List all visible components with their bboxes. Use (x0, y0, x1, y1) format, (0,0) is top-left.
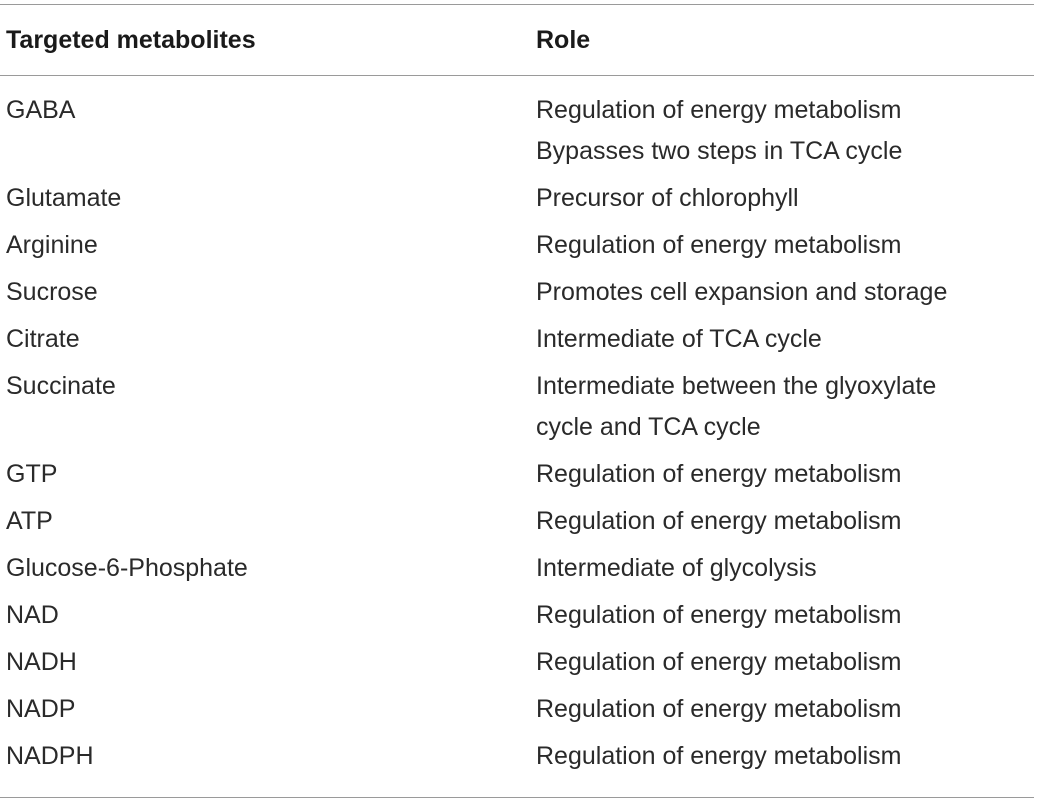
table-row (0, 736, 1034, 777)
bottom-rule (0, 797, 1034, 798)
role-line: Regulation of energy metabolism (536, 695, 902, 723)
metabolite-table (0, 4, 1034, 798)
cell-metabolite: Glutamate (6, 184, 122, 212)
cell-metabolite: NAD (6, 601, 59, 629)
role-line: Bypasses two steps in TCA cycle (536, 137, 903, 165)
role-line: Precursor of chlorophyll (536, 184, 799, 212)
role-line: Regulation of energy metabolism (536, 507, 902, 535)
cell-metabolite: Sucrose (6, 278, 98, 306)
table-header-row (0, 5, 1034, 75)
cell-role (530, 595, 1034, 636)
cell-metabolite: GABA (6, 96, 76, 124)
table-row (0, 642, 1034, 683)
role-line: Regulation of energy metabolism (536, 231, 902, 259)
cell-role (530, 501, 1034, 542)
cell-role (530, 225, 1034, 266)
cell-role (530, 90, 1034, 172)
table-row (0, 454, 1034, 495)
cell-metabolite: NADPH (6, 742, 94, 770)
cell-metabolite: Citrate (6, 325, 80, 353)
role-line: Regulation of energy metabolism (536, 648, 902, 676)
table-row (0, 689, 1034, 730)
role-line: Intermediate of TCA cycle (536, 325, 822, 353)
cell-role (530, 319, 1034, 360)
header-metabolite: Targeted metabolites (6, 25, 256, 54)
cell-metabolite: Arginine (6, 231, 98, 259)
table-row (0, 225, 1034, 266)
cell-role (530, 366, 1034, 448)
cell-role (530, 272, 1034, 313)
role-line: Regulation of energy metabolism (536, 96, 902, 124)
table-row (0, 548, 1034, 589)
role-line: Regulation of energy metabolism (536, 460, 902, 488)
cell-metabolite: NADP (6, 695, 76, 723)
table-row (0, 178, 1034, 219)
cell-role (530, 178, 1034, 219)
cell-metabolite: GTP (6, 460, 58, 488)
header-role: Role (536, 25, 591, 54)
cell-metabolite: ATP (6, 507, 53, 535)
table-body (0, 76, 1034, 797)
role-line: Promotes cell expansion and storage (536, 278, 948, 306)
table-row (0, 366, 1034, 448)
table-row (0, 319, 1034, 360)
role-line: Regulation of energy metabolism (536, 601, 902, 629)
cell-role (530, 642, 1034, 683)
cell-role (530, 689, 1034, 730)
cell-role (530, 454, 1034, 495)
table-row (0, 272, 1034, 313)
table-row (0, 595, 1034, 636)
cell-metabolite: Succinate (6, 372, 116, 400)
cell-metabolite: Glucose-6-Phosphate (6, 554, 248, 582)
role-line: cycle and TCA cycle (536, 413, 761, 441)
table-row (0, 90, 1034, 172)
cell-role (530, 736, 1034, 777)
table-row (0, 501, 1034, 542)
cell-role (530, 548, 1034, 589)
cell-metabolite: NADH (6, 648, 77, 676)
role-line: Regulation of energy metabolism (536, 742, 902, 770)
role-line: Intermediate of glycolysis (536, 554, 817, 582)
role-line: Intermediate between the glyoxylate (536, 372, 937, 400)
